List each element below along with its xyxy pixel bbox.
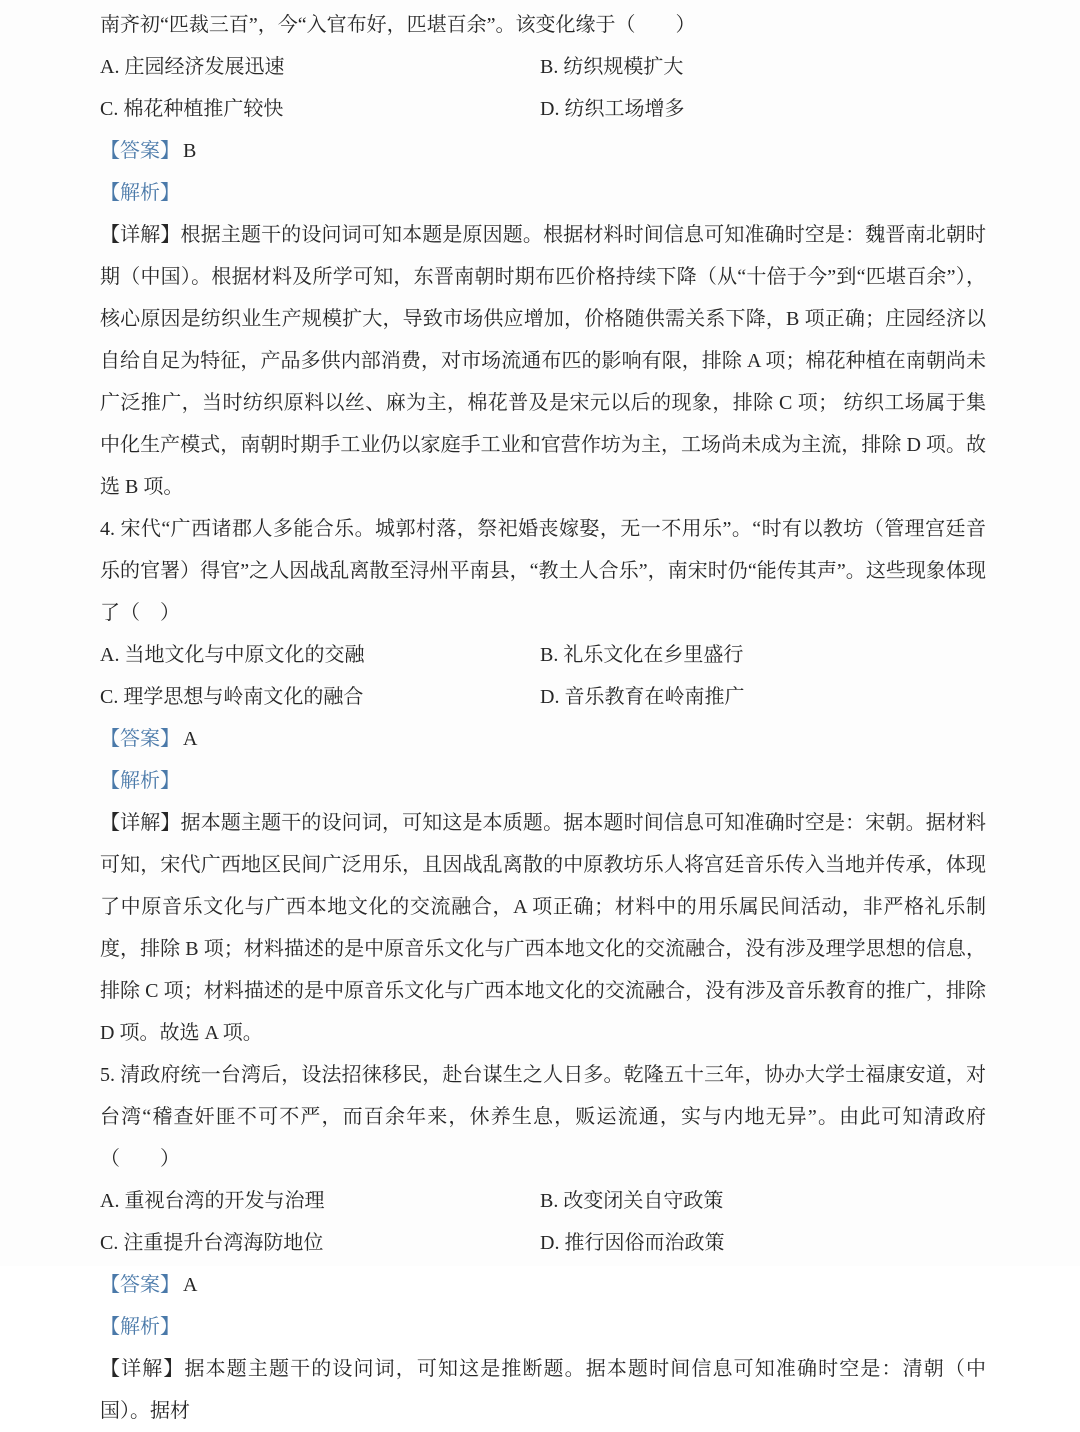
question-4-option-a: A. 当地文化与中原文化的交融	[100, 644, 365, 666]
answer-label: 【答案】	[100, 728, 180, 750]
question-5-answer-line	[100, 1264, 986, 1306]
question-3-block	[100, 4, 986, 508]
question-5-option-a: A. 重视台湾的开发与治理	[100, 1190, 325, 1212]
question-4-option-b: B. 礼乐文化在乡里盛行	[540, 644, 744, 666]
question-5-detail-paragraph: 【详解】据本题主题干的设问词，可知这是推断题。据本题时间信息可知准确时空是：清朝（中国）。据材	[100, 1358, 986, 1422]
answer-label: 【答案】	[100, 1274, 180, 1296]
question-3-options-row-ab	[100, 46, 986, 88]
question-4-option-c: C. 理学思想与岭南文化的融合	[100, 686, 364, 708]
question-3-answer-line	[100, 130, 986, 172]
question-4-answer-line	[100, 718, 986, 760]
question-5-answer-value: A	[183, 1274, 198, 1296]
question-5-block	[100, 1054, 986, 1432]
question-4-block	[100, 508, 986, 1054]
question-3-stem: 南齐初“匹裁三百”，今“入官布好，匹堪百余”。该变化缘于（ ）	[100, 14, 696, 36]
question-4-options-row-ab	[100, 634, 986, 676]
question-4-answer-value: A	[183, 728, 198, 750]
question-3-option-b: B. 纺织规模扩大	[540, 56, 684, 78]
question-4-option-d: D. 音乐教育在岭南推广	[540, 686, 745, 708]
question-3-options-row-cd	[100, 88, 986, 130]
question-4-stem: 4. 宋代“广西诸郡人多能合乐。城郭村落，祭祀婚丧嫁娶，无一不用乐”。“时有以教坊（管理宫廷音乐的官署）得官”之人因战乱离散至浔州平南县，“教土人合乐”，南宋时仍“能传其声”。这些现象体现了（ ）	[100, 518, 986, 624]
question-5-analysis-label: 【解析】	[100, 1316, 180, 1338]
question-3-option-a: A. 庄园经济发展迅速	[100, 56, 285, 78]
question-3-answer-value: B	[183, 140, 197, 162]
question-3-option-c: C. 棉花种植推广较快	[100, 98, 284, 120]
question-4-options-row-cd	[100, 676, 986, 718]
question-3-option-d: D. 纺织工场增多	[540, 98, 685, 120]
question-3-detail-paragraph: 【详解】根据主题干的设问词可知本题是原因题。根据材料时间信息可知准确时空是：魏晋南北朝时期（中国）。根据材料及所学可知，东晋南朝时期布匹价格持续下降（从“十倍于今”到“匹堪百余”），核心原因是纺织业生产规模扩大，导致市场供应增加，价格随供需关系下降，B 项正确；庄园经济以自给自足为特征，产品多供内部消费，对市场流通布匹的影响有限，排除 A 项；棉花种植在南朝尚未广泛推广，当时纺织原料以丝、麻为主，棉花普及是宋元以后的现象，排除 C 项； 纺织工场属于集中化生产模式，南朝时期手工业仍以家庭手工业和官营作坊为主，工场尚未成为主流，排除 D 项。故选 B 项。	[100, 224, 986, 498]
question-5-option-d: D. 推行因俗而治政策	[540, 1232, 725, 1254]
question-5-options-row-cd	[100, 1222, 986, 1264]
question-5-option-c: C. 注重提升台湾海防地位	[100, 1232, 324, 1254]
question-5-option-b: B. 改变闭关自守政策	[540, 1190, 724, 1212]
question-4-analysis-label: 【解析】	[100, 770, 180, 792]
answer-label: 【答案】	[100, 140, 180, 162]
question-3-analysis-label: 【解析】	[100, 182, 180, 204]
question-5-options-row-ab	[100, 1180, 986, 1222]
question-5-stem: 5. 清政府统一台湾后，设法招徕移民，赴台谋生之人日多。乾隆五十三年，协办大学士福康安道，对台湾“稽查奸匪不可不严，而百余年来，休养生息，贩运流通，实与内地无异”。由此可知清政府（ ）	[100, 1064, 986, 1170]
question-4-detail-paragraph: 【详解】据本题主题干的设问词，可知这是本质题。据本题时间信息可知准确时空是：宋朝。据材料可知，宋代广西地区民间广泛用乐，且因战乱离散的中原教坊乐人将宫廷音乐传入当地并传承，体现了中原音乐文化与广西本地文化的交流融合，A 项正确；材料中的用乐属民间活动，非严格礼乐制度，排除 B 项；材料描述的是中原音乐文化与广西本地文化的交流融合，没有涉及理学思想的信息，排除 C 项；材料描述的是中原音乐文化与广西本地文化的交流融合，没有涉及音乐教育的推广，排除 D 项。故选 A 项。	[100, 812, 986, 1044]
